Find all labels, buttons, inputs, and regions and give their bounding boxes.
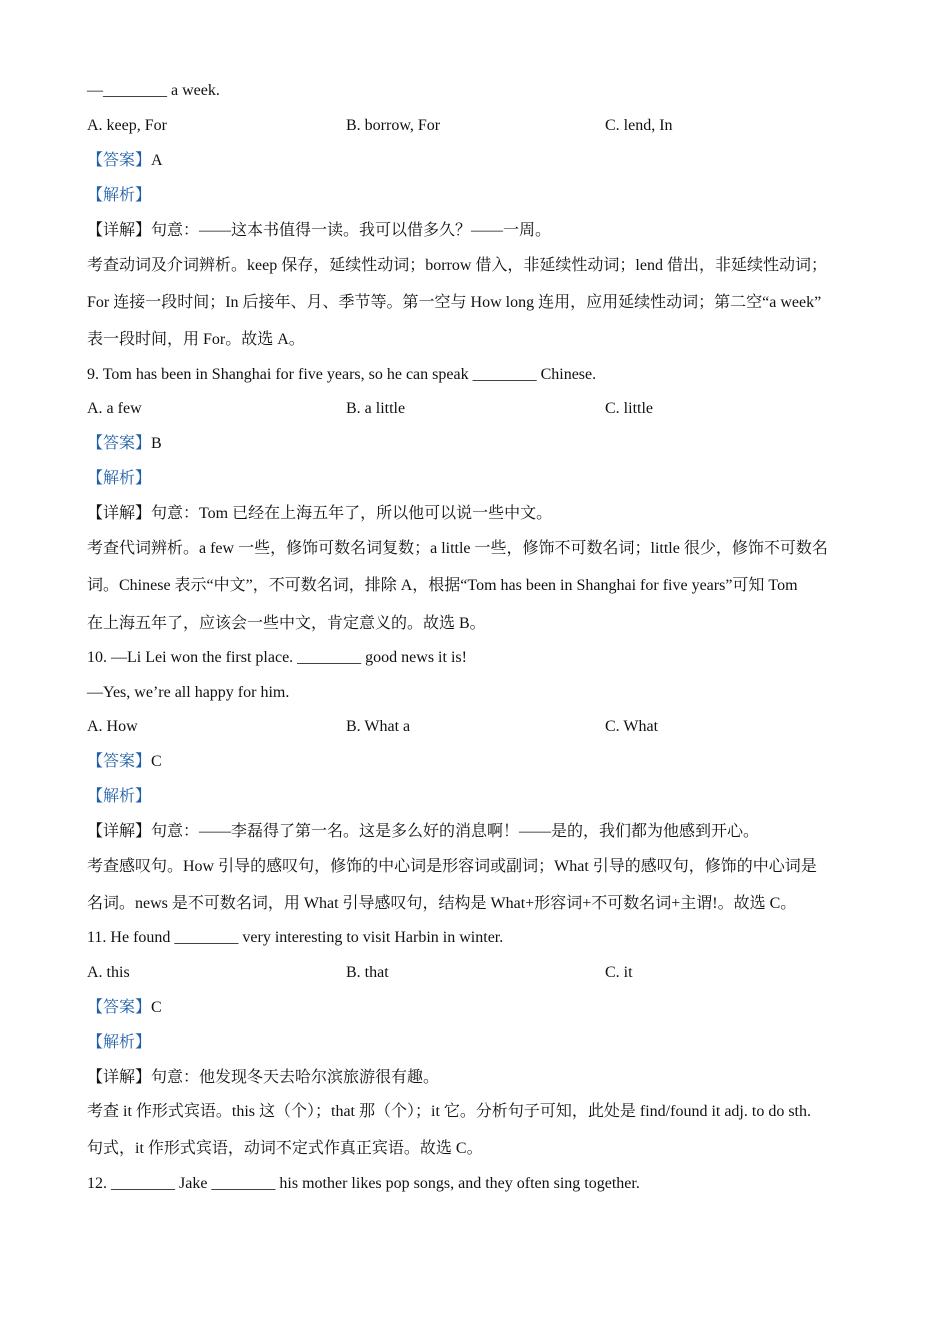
answer-value: A bbox=[151, 152, 163, 169]
answer-value: B bbox=[151, 435, 162, 452]
option-c: C. What bbox=[605, 718, 659, 735]
explanation-line: 词。Chinese 表示“中文”，不可数名词，排除 A，根据“Tom has been in Shanghai for five years”可知 Tom bbox=[87, 577, 798, 594]
detail-tag: 【详解】 bbox=[87, 505, 152, 522]
option-b: B. borrow, For bbox=[346, 117, 441, 134]
question-11: 11. He found ________ very interesting to visit Harbin in winter. bbox=[87, 929, 504, 946]
explanation-line: 考查 it 作形式宾语。this 这（个）；that 那（个）；it 它。分析句子可知，此处是 find/found it adj. to do sth. bbox=[87, 1103, 811, 1120]
answer-tag: 【答案】 bbox=[87, 435, 152, 452]
option-a: A. this bbox=[87, 964, 130, 981]
answer-line bbox=[87, 434, 872, 454]
detail-line bbox=[87, 1068, 872, 1088]
detail-text: 句意：他发现冬天去哈尔滨旅游很有趣。 bbox=[151, 1069, 440, 1086]
explanation-line: For 连接一段时间；In 后接年、月、季节等。第一空与 How long 连用，应用延续性动词；第二空“a week” bbox=[87, 294, 822, 311]
answer-tag: 【答案】 bbox=[87, 152, 152, 169]
answer-value: C bbox=[151, 999, 162, 1016]
option-b: B. that bbox=[346, 964, 389, 981]
option-c: C. little bbox=[605, 400, 653, 417]
analysis-tag: 【解析】 bbox=[87, 470, 152, 487]
detail-tag: 【详解】 bbox=[87, 222, 152, 239]
explanation-line: 在上海五年了，应该会一些中文，肯定意义的。故选 B。 bbox=[87, 615, 486, 632]
explanation-line: 考查动词及介词辨析。keep 保存，延续性动词；borrow 借入，非延续性动词；lend 借出，非延续性动词； bbox=[87, 257, 827, 274]
analysis-tag: 【解析】 bbox=[87, 788, 152, 805]
detail-tag: 【详解】 bbox=[87, 823, 152, 840]
answer-line bbox=[87, 998, 872, 1018]
answer-line bbox=[87, 151, 872, 171]
explanation-line: 句式，it 作形式宾语，动词不定式作真正宾语。故选 C。 bbox=[87, 1140, 483, 1157]
detail-line bbox=[87, 221, 872, 241]
detail-text: 句意：——这本书值得一读。我可以借多久？——一周。 bbox=[151, 222, 552, 239]
detail-text: 句意：Tom 已经在上海五年了，所以他可以说一些中文。 bbox=[151, 505, 553, 522]
analysis-tag: 【解析】 bbox=[87, 187, 152, 204]
answer-tag: 【答案】 bbox=[87, 753, 152, 770]
explanation-line: 考查代词辨析。a few 一些，修饰可数名词复数；a little 一些，修饰不可数名词；little 很少，修饰不可数名 bbox=[87, 540, 828, 557]
detail-line bbox=[87, 822, 872, 842]
answer-value: C bbox=[151, 753, 162, 770]
question-9: 9. Tom has been in Shanghai for five years, so he can speak ________ Chinese. bbox=[87, 366, 597, 383]
option-c: C. it bbox=[605, 964, 633, 981]
explanation-line: 名词。news 是不可数名词，用 What 引导感叹句，结构是 What+形容词+不可数名词+主谓!。故选 C。 bbox=[87, 895, 797, 912]
question-12: 12. ________ Jake ________ his mother likes pop songs, and they often sing together. bbox=[87, 1175, 640, 1192]
answer-tag: 【答案】 bbox=[87, 999, 152, 1016]
option-c: C. lend, In bbox=[605, 117, 673, 134]
question-10: 10. —Li Lei won the first place. ________ good news it is! bbox=[87, 649, 467, 666]
option-b: B. What a bbox=[346, 718, 411, 735]
detail-text: 句意：——李磊得了第一名。这是多么好的消息啊！——是的，我们都为他感到开心。 bbox=[151, 823, 760, 840]
option-a: A. How bbox=[87, 718, 138, 735]
question-10-reply: —Yes, we’re all happy for him. bbox=[87, 684, 290, 701]
analysis-tag: 【解析】 bbox=[87, 1034, 152, 1051]
question-8-continuation: —________ a week. bbox=[87, 82, 220, 99]
answer-line bbox=[87, 752, 872, 772]
detail-tag: 【详解】 bbox=[87, 1069, 152, 1086]
explanation-line: 考查感叹句。How 引导的感叹句，修饰的中心词是形容词或副词；What 引导的感叹句，修饰的中心词是 bbox=[87, 858, 817, 875]
option-a: A. keep, For bbox=[87, 117, 167, 134]
detail-line bbox=[87, 504, 872, 524]
option-a: A. a few bbox=[87, 400, 142, 417]
option-b: B. a little bbox=[346, 400, 406, 417]
explanation-line: 表一段时间，用 For。故选 A。 bbox=[87, 331, 305, 348]
